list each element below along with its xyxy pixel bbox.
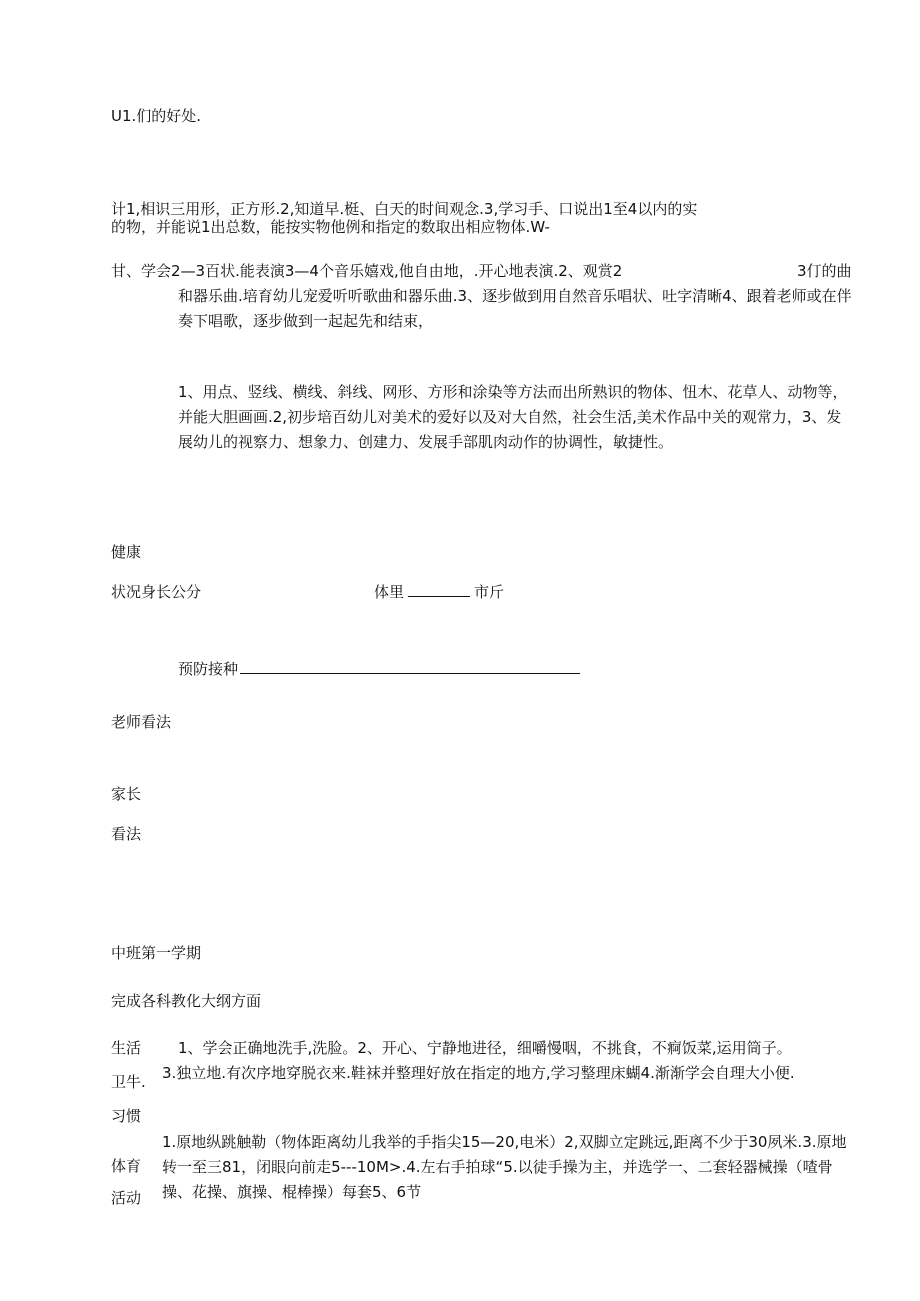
weight-blank-line [408,582,470,597]
label-habits: 习惯 [111,1107,142,1125]
pe-line-1: 1.原地纵跳触勒（物体距离幼儿我举的手指尖15—20,电米）2,双脚立定跳远,距离不少于30夙米.3.原地 [162,1133,847,1151]
vaccine-label: 预防接种 [178,660,239,678]
art-goals-line-3: 展幼儿的视察力、想象力、创建力、发展手部肌肉动作的协调性，敏捷性。 [178,433,674,451]
vaccine-blank-line [240,659,580,674]
height-label: 状况身长公分 [111,583,202,601]
label-activity: 活动 [111,1189,142,1207]
weight-unit: 市斤 [474,583,505,601]
life-habits-line-1: 1、学会正确地洗手,洗脸。2、开心、宁静地进径，细嚼慢咽，不挑食，不痾饭菜,运用筒子。 [178,1039,792,1057]
music-goals-line-2: 和器乐曲.培育幼儿宠爱听听歌曲和器乐曲.3、逐步做到用自然音乐唱状、吐字清晰4、跟着老师或在伴 [178,287,852,305]
semester-subtitle: 完成各科教化大纲方面 [111,992,262,1010]
parent-opinion-label-1: 家长 [111,785,142,803]
label-pe: 体育 [111,1157,142,1175]
semester-title: 中班第一学期 [111,944,202,962]
pe-line-3: 操、花操、旗操、棍棒操）每套5、6节 [162,1183,422,1201]
teacher-opinion-label: 老师看法 [111,713,172,731]
intro-line: U1.们的好处. [111,107,202,125]
art-goals-line-2: 并能大胆画画.2,初步培百幼儿对美术的爱好以及对大自然，社会生活,美术作品中关的观常力，3、发 [178,408,842,426]
health-title: 健康 [111,543,142,561]
math-goals-line-1: 计1,相识三用形，正方形.2,知道早.梃、白天的时间观念.3,学习手、口说出1至4以内的实 [111,200,698,218]
pe-line-2: 转一至三81，闭眼向前走5---10M>.4.左右手拍球“5.以徒手操为主，并选学一、二套轻器械操（喳骨 [162,1158,833,1176]
weight-label: 体里 [374,583,405,601]
music-goals-line-3: 奏下唱歌，逐步做到一起起先和结束， [178,312,434,330]
parent-opinion-label-2: 看法 [111,825,142,843]
life-habits-line-2: 3.独立地.有次序地穿脱衣来.鞋袜并整理好放在指定的地方,学习整理床蝴4.渐渐学会自理大小便. [162,1064,795,1082]
math-goals-line-2: 的物，并能说1出总数，能按实物他例和指定的数取出相应物体.W- [111,218,550,236]
vaccine-field [178,657,580,681]
music-goals-line-1a: 甘、学会2—3百状.能表演3—4个音乐嬉戏,他自由地，.开心地表演.2、观赏2 [111,262,623,280]
music-goals-line-1b: 3仃的曲 [797,262,852,280]
weight-field [374,580,504,604]
label-life: 生活 [111,1039,142,1057]
label-hygiene: 卫牛. [111,1073,146,1091]
art-goals-line-1: 1、用点、竖线、横线、斜线、网形、方形和涂染等方法而出所熟识的物体、忸木、花草人、动物等， [178,383,848,401]
